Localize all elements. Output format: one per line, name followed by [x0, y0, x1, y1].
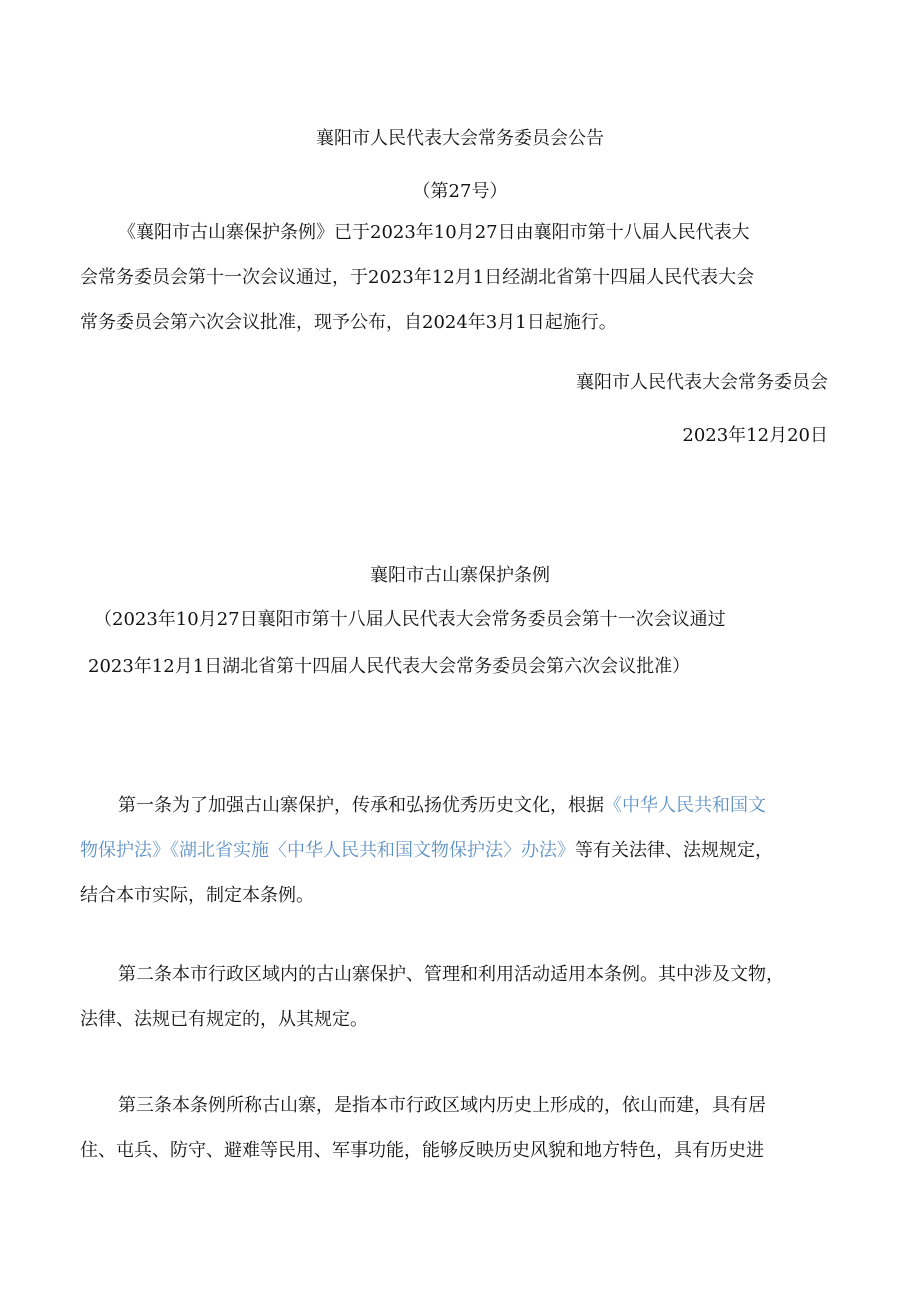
- article-1-text: 第一条为了加强古山寨保护，传承和弘扬优秀历史文化，根据: [118, 795, 604, 816]
- announcement-number: （第27号）: [412, 181, 508, 202]
- announcement-body-line: 会常务委员会第十一次会议通过，于2023年12月1日经湖北省第十四届人民代表大会: [80, 267, 755, 288]
- regulation-subtitle-line: （2023年10月27日襄阳市第十八届人民代表大会常务委员会第十一次会议通过: [94, 609, 726, 630]
- announcement-body-line: 《襄阳市古山寨保护条例》已于2023年10月27日由襄阳市第十八届人民代表大: [118, 222, 750, 243]
- law-link-cultural-relics-cont[interactable]: 物保护法》: [80, 840, 170, 861]
- article-3-line: 第三条本条例所称古山寨，是指本市行政区域内历史上形成的，依山而建，具有居: [118, 1095, 766, 1116]
- law-link-hubei-measures[interactable]: 《湖北省实施〈中华人民共和国文物保护法〉办法》: [170, 840, 575, 861]
- regulation-title: 襄阳市古山寨保护条例: [370, 565, 550, 586]
- announcement-body-line: 常务委员会第六次会议批准，现予公布，自2024年3月1日起施行。: [80, 312, 617, 333]
- article-1-line: [118, 794, 766, 818]
- announcement-date: 2023年12月20日: [682, 425, 828, 446]
- article-1-line: 结合本市实际，制定本条例。: [80, 885, 314, 906]
- article-2-line: 法律、法规已有规定的，从其规定。: [80, 1009, 368, 1030]
- announcement-title: 襄阳市人民代表大会常务委员会公告: [316, 128, 604, 149]
- article-3-line: 住、屯兵、防守、避难等民用、军事功能，能够反映历史风貌和地方特色，具有历史进: [80, 1140, 764, 1161]
- signatory: 襄阳市人民代表大会常务委员会: [576, 372, 828, 393]
- regulation-subtitle-line: 2023年12月1日湖北省第十四届人民代表大会常务委员会第六次会议批准）: [88, 656, 691, 677]
- article-1-text: 等有关法律、法规规定，: [575, 840, 773, 861]
- article-1-line: [80, 839, 773, 863]
- article-2-line: 第二条本市行政区域内的古山寨保护、管理和利用活动适用本条例。其中涉及文物，: [118, 964, 784, 985]
- law-link-cultural-relics[interactable]: 《中华人民共和国文: [604, 795, 766, 816]
